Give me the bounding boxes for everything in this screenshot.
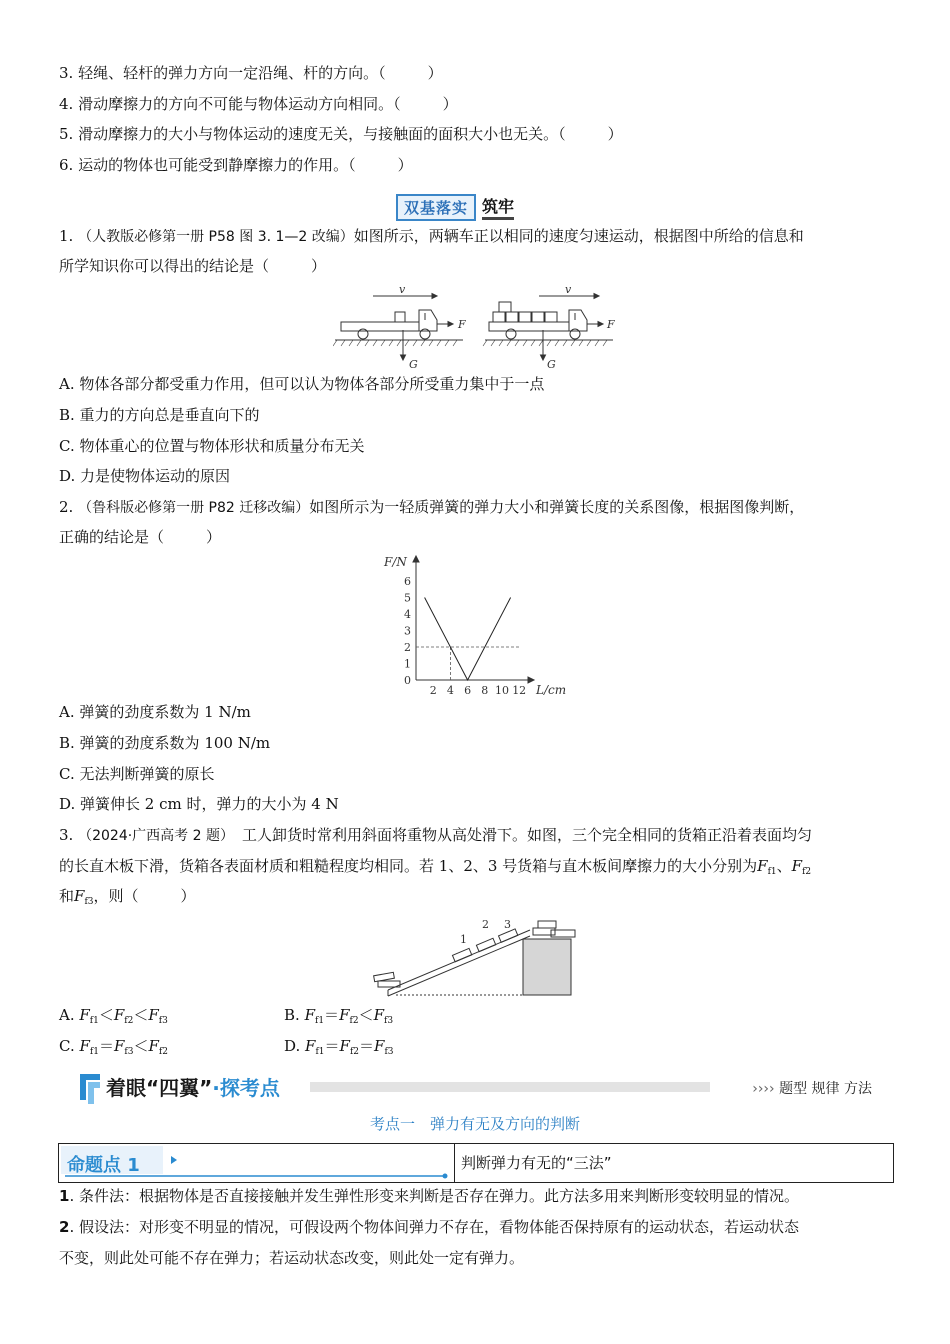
tf-item-4: 4. 滑动摩擦力的方向不可能与物体运动方向相同。（ ） [59,95,458,113]
q2-option-a: A. 弹簧的劲度系数为 1 N/m [59,703,251,721]
q3-stem: 3. （2024·广西高考 2 题） 工人卸货时常利用斜面将重物从高处滑下。如图，三个完全相同的货箱正沿着表面均匀 [59,826,813,844]
method-2-cont: 不变，则此处可能不存在弹力；若运动状态改变，则此处一定有弹力。 [59,1249,525,1267]
tf-item-6: 6. 运动的物体也可能受到静摩擦力的作用。（ ） [59,156,413,174]
svg-text:2: 2 [482,918,489,931]
q1-stem: 1. （人教版必修第一册 P58 图 3. 1—2 改编）如图所示，两辆车正以相同的速度匀速运动，根据图中所给的信息和 [59,227,804,245]
y-tick-label: 3 [404,624,411,638]
svg-text:1: 1 [460,933,467,946]
chart-ylabel: F/N [384,555,407,569]
x-tick-label: 12 [512,684,527,697]
q2-stem-2: 正确的结论是（ ） [59,528,222,546]
svg-text:v: v [399,283,406,296]
x-tick-label: 8 [481,684,489,697]
chart-xlabel: L/cm [536,683,567,697]
q2-option-b: B. 弹簧的劲度系数为 100 N/m [59,734,271,752]
svg-text:G: G [409,358,418,371]
x-tick-label: 2 [429,684,437,697]
y-tick-label: 0 [404,674,411,687]
kaodian-title: 考点一 弹力有无及方向的判断 [369,1115,580,1133]
ramp-figure [368,912,583,998]
y-tick-label: 1 [404,657,411,671]
svg-text:F: F [607,318,615,331]
banner-box: 双基落实 [396,194,476,221]
tf-item-5: 5. 滑动摩擦力的大小与物体运动的速度无关，与接触面的面积大小也无关。（ ） [59,125,623,143]
truck-figure [333,282,623,372]
method-1: 1. 条件法：根据物体是否直接接触并发生弹性形变来判断是否存在弹力。此方法多用来判断形变较明显的情况。 [59,1187,799,1205]
y-tick-label: 5 [404,591,411,605]
q3-option-b: B. $F_{f1}=F_{f2}<F_{f3}$ [284,1006,394,1026]
banner-tail: 筑牢 [482,194,514,220]
spring-chart [378,548,578,700]
q2-option-d: D. 弹簧伸长 2 cm 时，弹力的大小为 4 N [59,795,339,813]
section-tagline: ›››› 题型 规律 方法 [752,1081,872,1097]
series-line [425,598,511,681]
method-2: 2. 假设法：对形变不明显的情况，可假设两个物体间弹力不存在，看物体能否保持原有的运动状态，若运动状态 [59,1218,799,1236]
q1-stem-2: 所学知识你可以得出的结论是（ ） [59,257,327,275]
mingti-desc: 判断弹力有无的“三法” [461,1154,612,1172]
q1-option-c: C. 物体重心的位置与物体形状和质量分布无关 [59,437,365,455]
q1-option-a: A. 物体各部分都受重力作用，但可以认为物体各部分所受重力集中于一点 [59,375,545,393]
section-banner [396,194,514,220]
q2-option-c: C. 无法判断弹簧的原长 [59,765,215,783]
mingti-label: 命题点 1 [67,1155,140,1176]
svg-text:G: G [547,358,556,371]
q3-option-d: D. $F_{f1}=F_{f2}=F_{f3}$ [284,1037,394,1057]
x-tick-label: 6 [464,684,472,697]
svg-text:3: 3 [504,918,511,931]
mingti-table [58,1143,894,1183]
svg-text:F: F [458,318,466,331]
tf-item-3: 3. 轻绳、轻杆的弹力方向一定沿绳、杆的方向。（ ） [59,64,443,82]
q3-option-a: A. $F_{f1}<F_{f2}<F_{f3}$ [59,1006,168,1026]
q3-stem-2: 的长直木板下滑，货箱各表面材质和粗糙程度均相同。若 1、2、3 号货箱与直木板间摩擦力的大小分别为$F_{f1}$、$F_{f2}$ [59,857,812,877]
x-tick-label: 10 [495,684,509,697]
q3-option-c: C. $F_{f1}=F_{f3}<F_{f2}$ [59,1037,168,1057]
section-title: 着眼“四翼”·探考点 [106,1076,280,1100]
section-header [78,1070,878,1106]
svg-text:v: v [565,283,572,296]
q1-option-d: D. 力是使物体运动的原因 [59,467,231,485]
q1-option-b: B. 重力的方向总是垂直向下的 [59,406,260,424]
y-tick-label: 6 [404,575,411,588]
y-tick-label: 4 [404,608,411,621]
q3-stem-3: 和$F_{f3}$，则（ ） [59,887,196,907]
q2-stem: 2. （鲁科版必修第一册 P82 迁移改编）如图所示为一轻质弹簧的弹力大小和弹簧长度的关系图像，根据图像判断， [59,498,805,516]
mingti-cell [59,1144,455,1182]
x-tick-label: 4 [446,684,454,697]
y-tick-label: 2 [404,641,411,654]
